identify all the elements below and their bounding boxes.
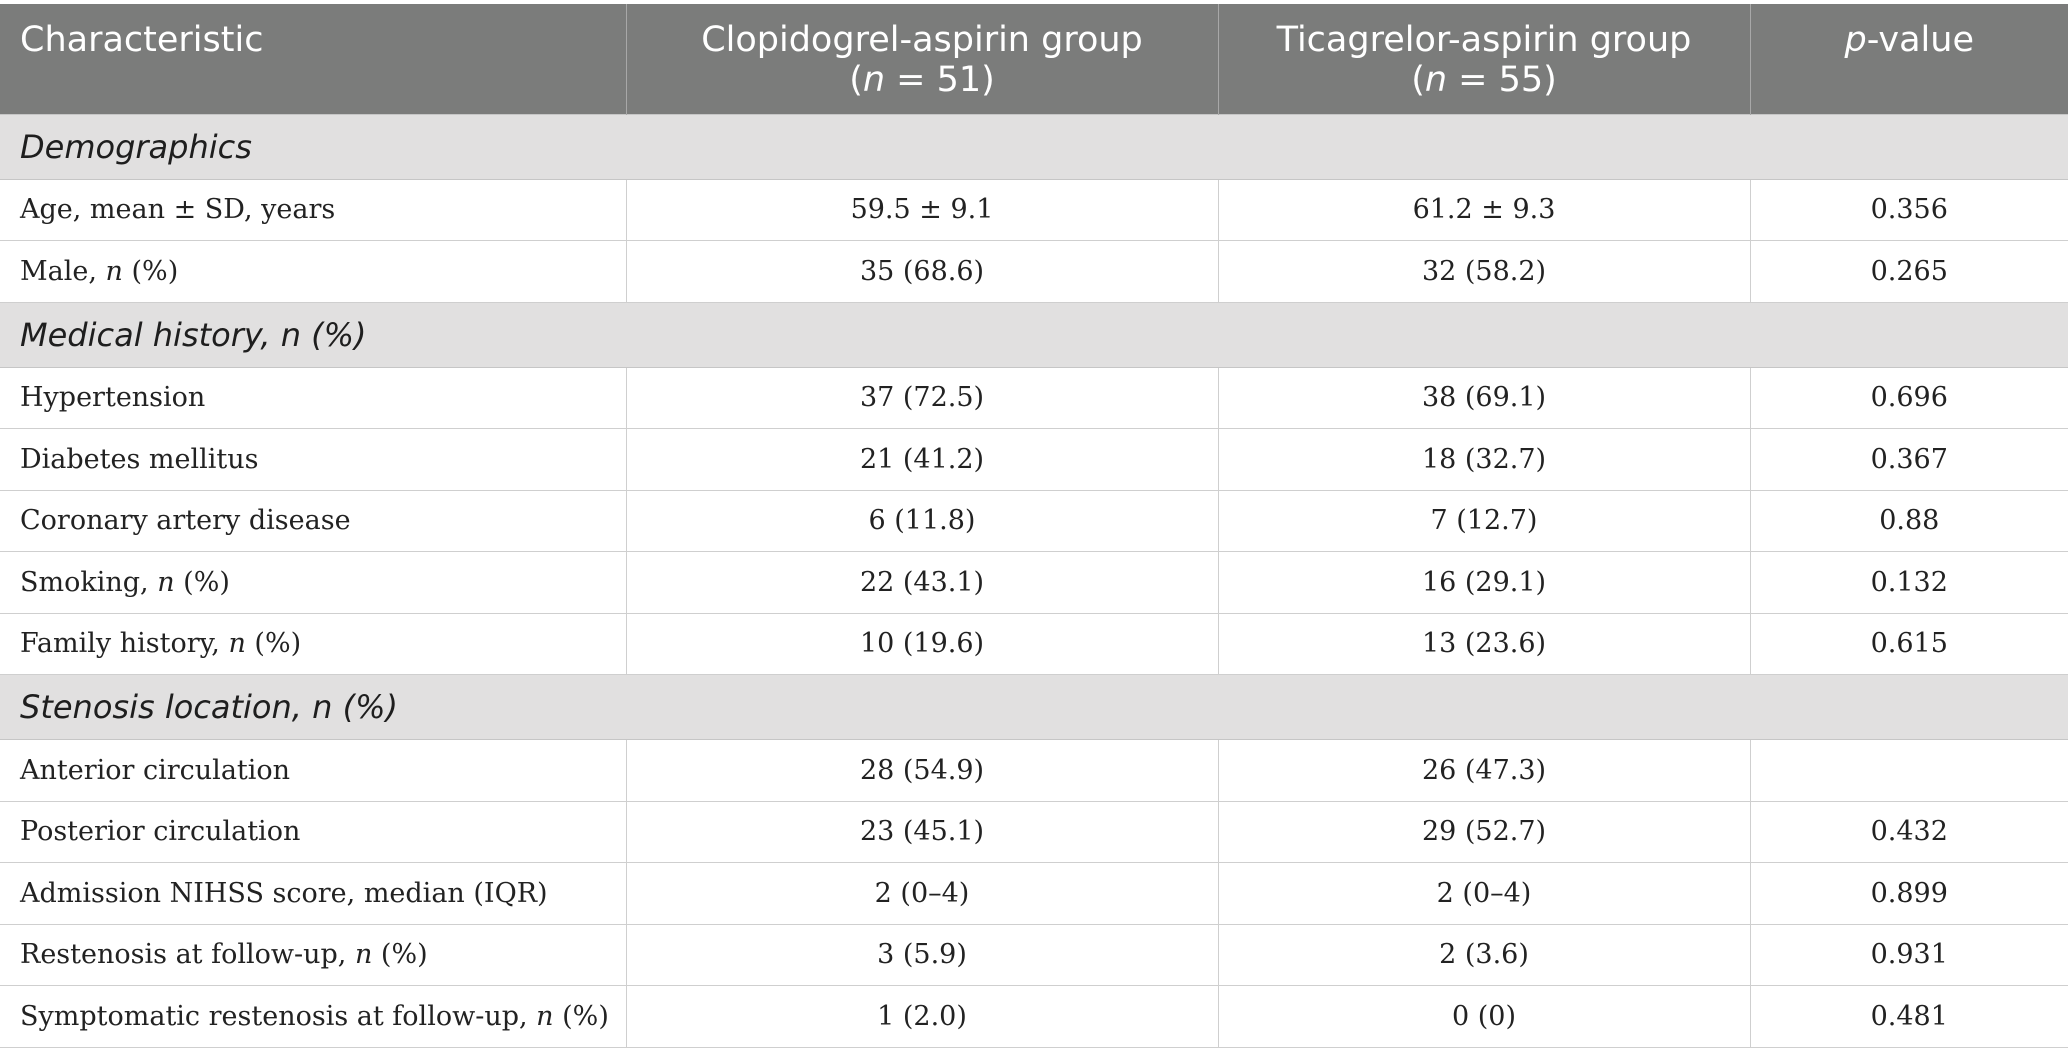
row-label-text: Age, mean ± SD, years xyxy=(20,194,336,226)
header-ticagrelor-title: Ticagrelor-aspirin group xyxy=(1276,20,1692,60)
table-row-family-history xyxy=(0,613,2068,675)
row-label-n-symbol: n xyxy=(105,255,123,287)
row-label-text: Hypertension xyxy=(20,382,206,414)
ticagrelor-value: 29 (52.7) xyxy=(1218,801,1750,863)
row-label-text: Diabetes mellitus xyxy=(20,443,259,475)
table-row-diabetes xyxy=(0,429,2068,491)
ticagrelor-value: 38 (69.1) xyxy=(1218,367,1750,429)
ticagrelor-value: 26 (47.3) xyxy=(1218,740,1750,802)
section-title-medical-history: Medical history, n (%) xyxy=(0,302,2068,367)
p-value: 0.367 xyxy=(1750,429,2068,491)
header-clopidogrel-n xyxy=(647,60,1198,100)
clopidogrel-value: 23 (45.1) xyxy=(626,801,1218,863)
header-ticagrelor-n-symbol: n xyxy=(1424,60,1448,100)
row-label-suffix: (%) xyxy=(122,255,179,287)
header-ticagrelor-n xyxy=(1239,60,1730,100)
row-label-text: Posterior circulation xyxy=(20,816,301,848)
table-row-posterior-circulation xyxy=(0,801,2068,863)
ticagrelor-value: 2 (3.6) xyxy=(1218,924,1750,986)
p-value: 0.615 xyxy=(1750,613,2068,675)
table-row-male xyxy=(0,241,2068,303)
clopidogrel-value: 10 (19.6) xyxy=(626,613,1218,675)
header-ticagrelor-n-value: = 55) xyxy=(1447,60,1557,100)
p-value: 0.696 xyxy=(1750,367,2068,429)
ticagrelor-value: 16 (29.1) xyxy=(1218,552,1750,614)
clopidogrel-value: 35 (68.6) xyxy=(626,241,1218,303)
header-ticagrelor-group xyxy=(1218,4,1750,114)
row-label xyxy=(0,801,626,863)
table-row-smoking xyxy=(0,552,2068,614)
p-value: 0.88 xyxy=(1750,490,2068,552)
row-label xyxy=(0,241,626,303)
table-row-hypertension xyxy=(0,367,2068,429)
row-label-text: Anterior circulation xyxy=(20,754,291,786)
header-clopidogrel-n-symbol: n xyxy=(862,60,886,100)
p-value: 0.265 xyxy=(1750,241,2068,303)
section-row-stenosis-location xyxy=(0,675,2068,740)
header-clopidogrel-group xyxy=(626,4,1218,114)
row-label xyxy=(0,179,626,241)
header-p-suffix: -value xyxy=(1866,20,1974,60)
clopidogrel-value: 28 (54.9) xyxy=(626,740,1218,802)
section-title-demographics: Demographics xyxy=(0,114,2068,179)
header-clopidogrel-n-open: ( xyxy=(849,60,863,100)
p-value: 0.132 xyxy=(1750,552,2068,614)
row-label xyxy=(0,740,626,802)
p-value: 0.432 xyxy=(1750,801,2068,863)
p-value: 0.356 xyxy=(1750,179,2068,241)
clopidogrel-value: 21 (41.2) xyxy=(626,429,1218,491)
header-ticagrelor-n-open: ( xyxy=(1411,60,1425,100)
row-label xyxy=(0,613,626,675)
row-label xyxy=(0,552,626,614)
p-value: 0.481 xyxy=(1750,986,2068,1048)
header-p-value xyxy=(1750,4,2068,114)
table-row-age xyxy=(0,179,2068,241)
ticagrelor-value: 32 (58.2) xyxy=(1218,241,1750,303)
header-clopidogrel-n-value: = 51) xyxy=(885,60,995,100)
baseline-characteristics-table xyxy=(0,4,2068,1048)
row-label-n-symbol: n xyxy=(536,1000,554,1032)
table-row-restenosis xyxy=(0,924,2068,986)
row-label-text: Admission NIHSS score, median (IQR) xyxy=(20,877,548,909)
row-label-suffix: (%) xyxy=(245,628,302,660)
row-label-text: Smoking, xyxy=(20,566,158,598)
clopidogrel-value: 2 (0–4) xyxy=(626,863,1218,925)
row-label-suffix: (%) xyxy=(174,566,230,598)
header-p-symbol: p xyxy=(1844,20,1867,60)
clopidogrel-value: 22 (43.1) xyxy=(626,552,1218,614)
p-value: 0.931 xyxy=(1750,924,2068,986)
table-header-row xyxy=(0,4,2068,114)
ticagrelor-value: 7 (12.7) xyxy=(1218,490,1750,552)
p-value: 0.899 xyxy=(1750,863,2068,925)
section-row-demographics xyxy=(0,114,2068,179)
clopidogrel-value: 6 (11.8) xyxy=(626,490,1218,552)
p-value xyxy=(1750,740,2068,802)
row-label-text: Male, xyxy=(20,255,106,287)
clopidogrel-value: 1 (2.0) xyxy=(626,986,1218,1048)
table-row-symptomatic-restenosis xyxy=(0,986,2068,1048)
clopidogrel-value: 37 (72.5) xyxy=(626,367,1218,429)
table-row-nihss xyxy=(0,863,2068,925)
row-label-n-symbol: n xyxy=(157,566,175,598)
header-characteristic: Characteristic xyxy=(0,4,626,114)
ticagrelor-value: 13 (23.6) xyxy=(1218,613,1750,675)
header-clopidogrel-title: Clopidogrel-aspirin group xyxy=(701,20,1143,60)
row-label-n-symbol: n xyxy=(228,628,246,660)
section-title-stenosis-location: Stenosis location, n (%) xyxy=(0,675,2068,740)
row-label-n-symbol: n xyxy=(354,939,373,971)
ticagrelor-value: 18 (32.7) xyxy=(1218,429,1750,491)
row-label-suffix: (%) xyxy=(553,1000,609,1032)
row-label-suffix: (%) xyxy=(372,939,428,971)
ticagrelor-value: 2 (0–4) xyxy=(1218,863,1750,925)
characteristics-table-container xyxy=(0,4,2068,1048)
clopidogrel-value: 59.5 ± 9.1 xyxy=(626,179,1218,241)
table-row-coronary-artery-disease xyxy=(0,490,2068,552)
row-label-text: Restenosis at follow-up, xyxy=(20,939,355,971)
row-label xyxy=(0,986,626,1048)
row-label-text: Coronary artery disease xyxy=(20,505,351,537)
row-label xyxy=(0,490,626,552)
clopidogrel-value: 3 (5.9) xyxy=(626,924,1218,986)
row-label xyxy=(0,429,626,491)
ticagrelor-value: 61.2 ± 9.3 xyxy=(1218,179,1750,241)
row-label xyxy=(0,367,626,429)
section-row-medical-history xyxy=(0,302,2068,367)
row-label-text: Symptomatic restenosis at follow-up, xyxy=(20,1000,537,1032)
row-label-text: Family history, xyxy=(20,628,229,660)
ticagrelor-value: 0 (0) xyxy=(1218,986,1750,1048)
table-row-anterior-circulation xyxy=(0,740,2068,802)
row-label xyxy=(0,924,626,986)
row-label xyxy=(0,863,626,925)
